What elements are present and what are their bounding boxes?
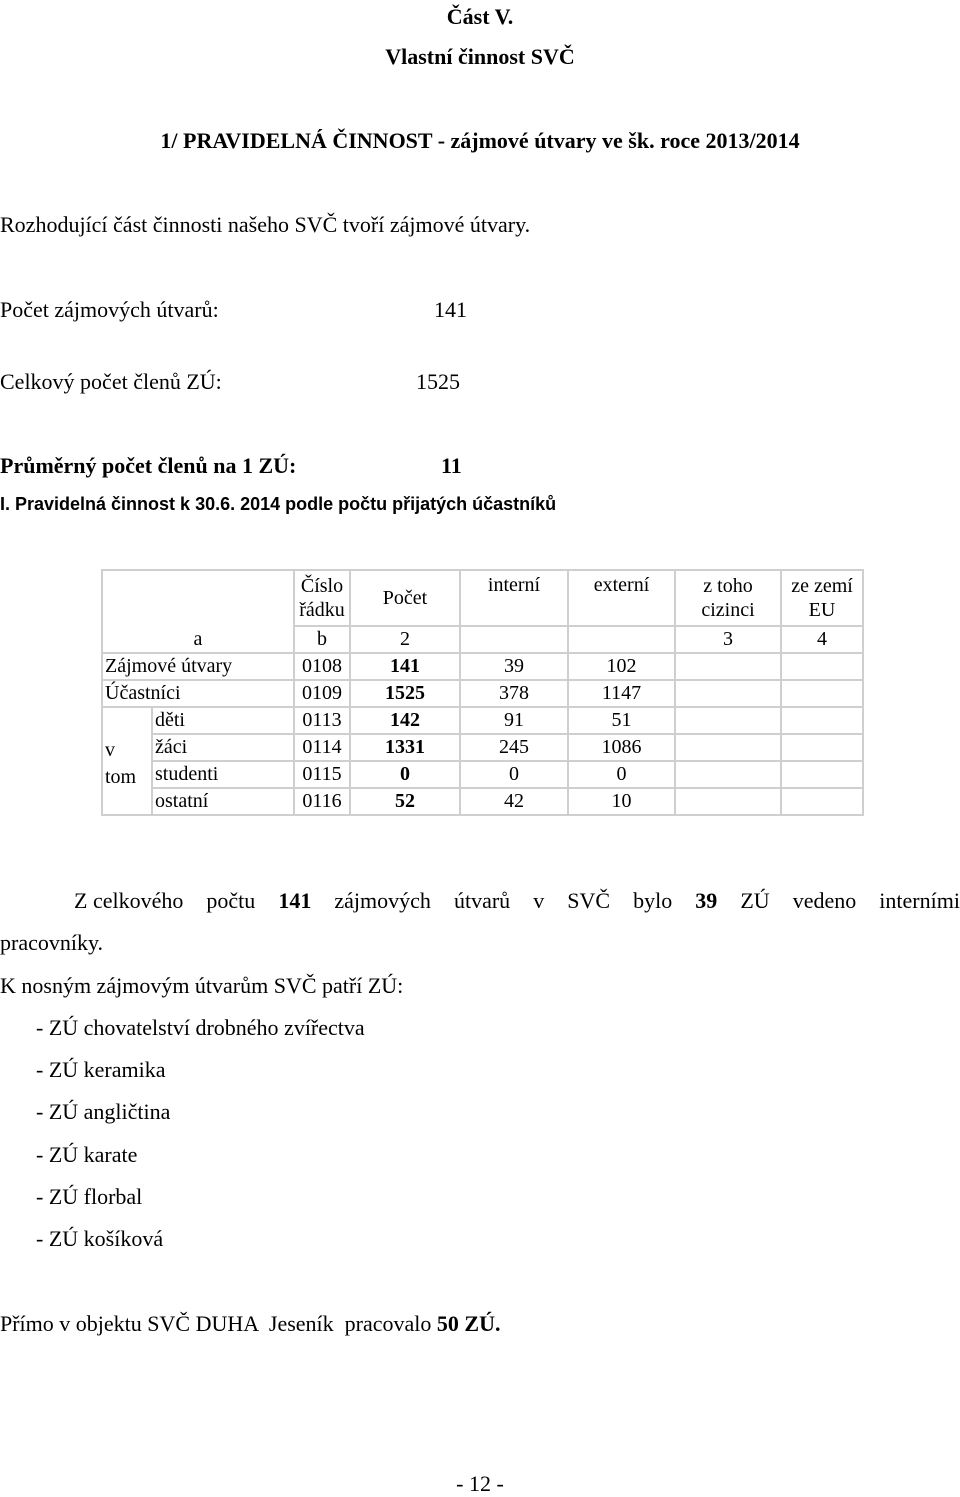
row-internal: 0 [460,761,568,788]
part-heading: Část V. [446,4,514,29]
key-units-intro: K nosným zájmovým útvarům SVČ patří ZÚ: [0,973,404,998]
members-value: 1525 [416,369,460,394]
table-row [102,788,863,815]
row-eu [781,734,863,761]
header-foreigners: z toho cizinci [675,570,781,626]
row-code: 0113 [294,707,350,734]
row-external: 0 [568,761,675,788]
header-count: Počet [350,570,460,626]
row-external: 10 [568,788,675,815]
paragraph-word: zájmových [334,888,431,913]
row-eu [781,653,863,680]
index-cell [568,626,675,653]
row-label: Zájmové útvary [102,653,294,680]
paragraph-word: bylo [633,888,673,913]
table-row [102,680,863,707]
paragraph-word: útvarů [453,888,511,913]
paragraph-word: SVČ [567,888,611,913]
paragraph-word: ZÚ [740,888,770,913]
row-internal: 245 [460,734,568,761]
list-item: - ZÚ košíková [36,1226,164,1251]
document-title: Vlastní činnost SVČ [385,44,575,69]
row-eu [781,707,863,734]
summary-paragraph-line [74,888,960,914]
table-row [102,734,863,761]
row-label: Účastníci [102,680,294,707]
row-eu [781,788,863,815]
list-item: - ZÚ keramika [36,1057,166,1082]
row-foreigners [675,653,781,680]
paragraph-word: počtu [206,888,256,913]
table-row [102,707,863,734]
row-count: 142 [350,707,460,734]
index-cell: b [294,626,350,653]
average-value: 11 [441,453,462,478]
row-external: 1086 [568,734,675,761]
list-item: - ZÚ florbal [36,1184,143,1209]
row-external: 1147 [568,680,675,707]
closing-statement: Přímo v objektu SVČ DUHA Jeseník pracovalo 50 ZÚ. [0,1311,501,1336]
paragraph-word: interními [879,888,960,913]
table-row [102,653,863,680]
row-count: 141 [350,653,460,680]
row-internal: 378 [460,680,568,707]
table-caption: I. Pravidelná činnost k 30.6. 2014 podle počtu přijatých účastníků [0,494,557,514]
header-external: externí [568,570,675,626]
row-foreigners [675,734,781,761]
paragraph-word: vedeno [792,888,857,913]
row-foreigners [675,680,781,707]
row-eu [781,761,863,788]
header-row-number: Číslo řádku [294,570,350,626]
stats-table [101,569,864,816]
row-external: 102 [568,653,675,680]
row-code: 0116 [294,788,350,815]
index-cell: 4 [781,626,863,653]
row-external: 51 [568,707,675,734]
index-cell: 3 [675,626,781,653]
index-cell: 2 [350,626,460,653]
row-code: 0115 [294,761,350,788]
paragraph-word: Z celkového [74,888,184,913]
row-foreigners [675,707,781,734]
section-heading: 1/ PRAVIDELNÁ ČINNOST - zájmové útvary ve šk. roce 2013/2014 [160,128,800,153]
intro-text: Rozhodující část činnosti našeho SVČ tvoří zájmové útvary. [0,212,531,237]
row-foreigners [675,761,781,788]
paragraph-word: v [533,888,545,913]
index-cell: a [102,626,294,653]
list-item: - ZÚ angličtina [36,1099,171,1124]
row-internal: 91 [460,707,568,734]
index-cell [460,626,568,653]
row-foreigners [675,788,781,815]
header-corner [102,570,294,626]
row-internal: 39 [460,653,568,680]
count-value: 141 [434,297,467,322]
row-label: žáci [152,734,294,761]
row-eu [781,680,863,707]
paragraph-number: 141 [278,888,312,913]
row-label: děti [152,707,294,734]
row-count: 1331 [350,734,460,761]
row-code: 0114 [294,734,350,761]
count-label: Počet zájmových útvarů: [0,297,219,322]
row-label: studenti [152,761,294,788]
page-number: - 12 - [456,1471,504,1496]
row-count: 0 [350,761,460,788]
row-code: 0108 [294,653,350,680]
row-label: ostatní [152,788,294,815]
paragraph-continuation: pracovníky. [0,930,104,955]
row-code: 0109 [294,680,350,707]
list-item: - ZÚ chovatelství drobného zvířectva [36,1015,365,1040]
header-internal: interní [460,570,568,626]
average-label: Průměrný počet členů na 1 ZÚ: [0,453,297,478]
row-internal: 42 [460,788,568,815]
group-label: v tom [102,707,152,815]
header-eu: ze zemí EU [781,570,863,626]
table-row [102,761,863,788]
row-count: 1525 [350,680,460,707]
members-label: Celkový počet členů ZÚ: [0,369,222,394]
list-item: - ZÚ karate [36,1142,138,1167]
row-count: 52 [350,788,460,815]
paragraph-number: 39 [695,888,718,913]
